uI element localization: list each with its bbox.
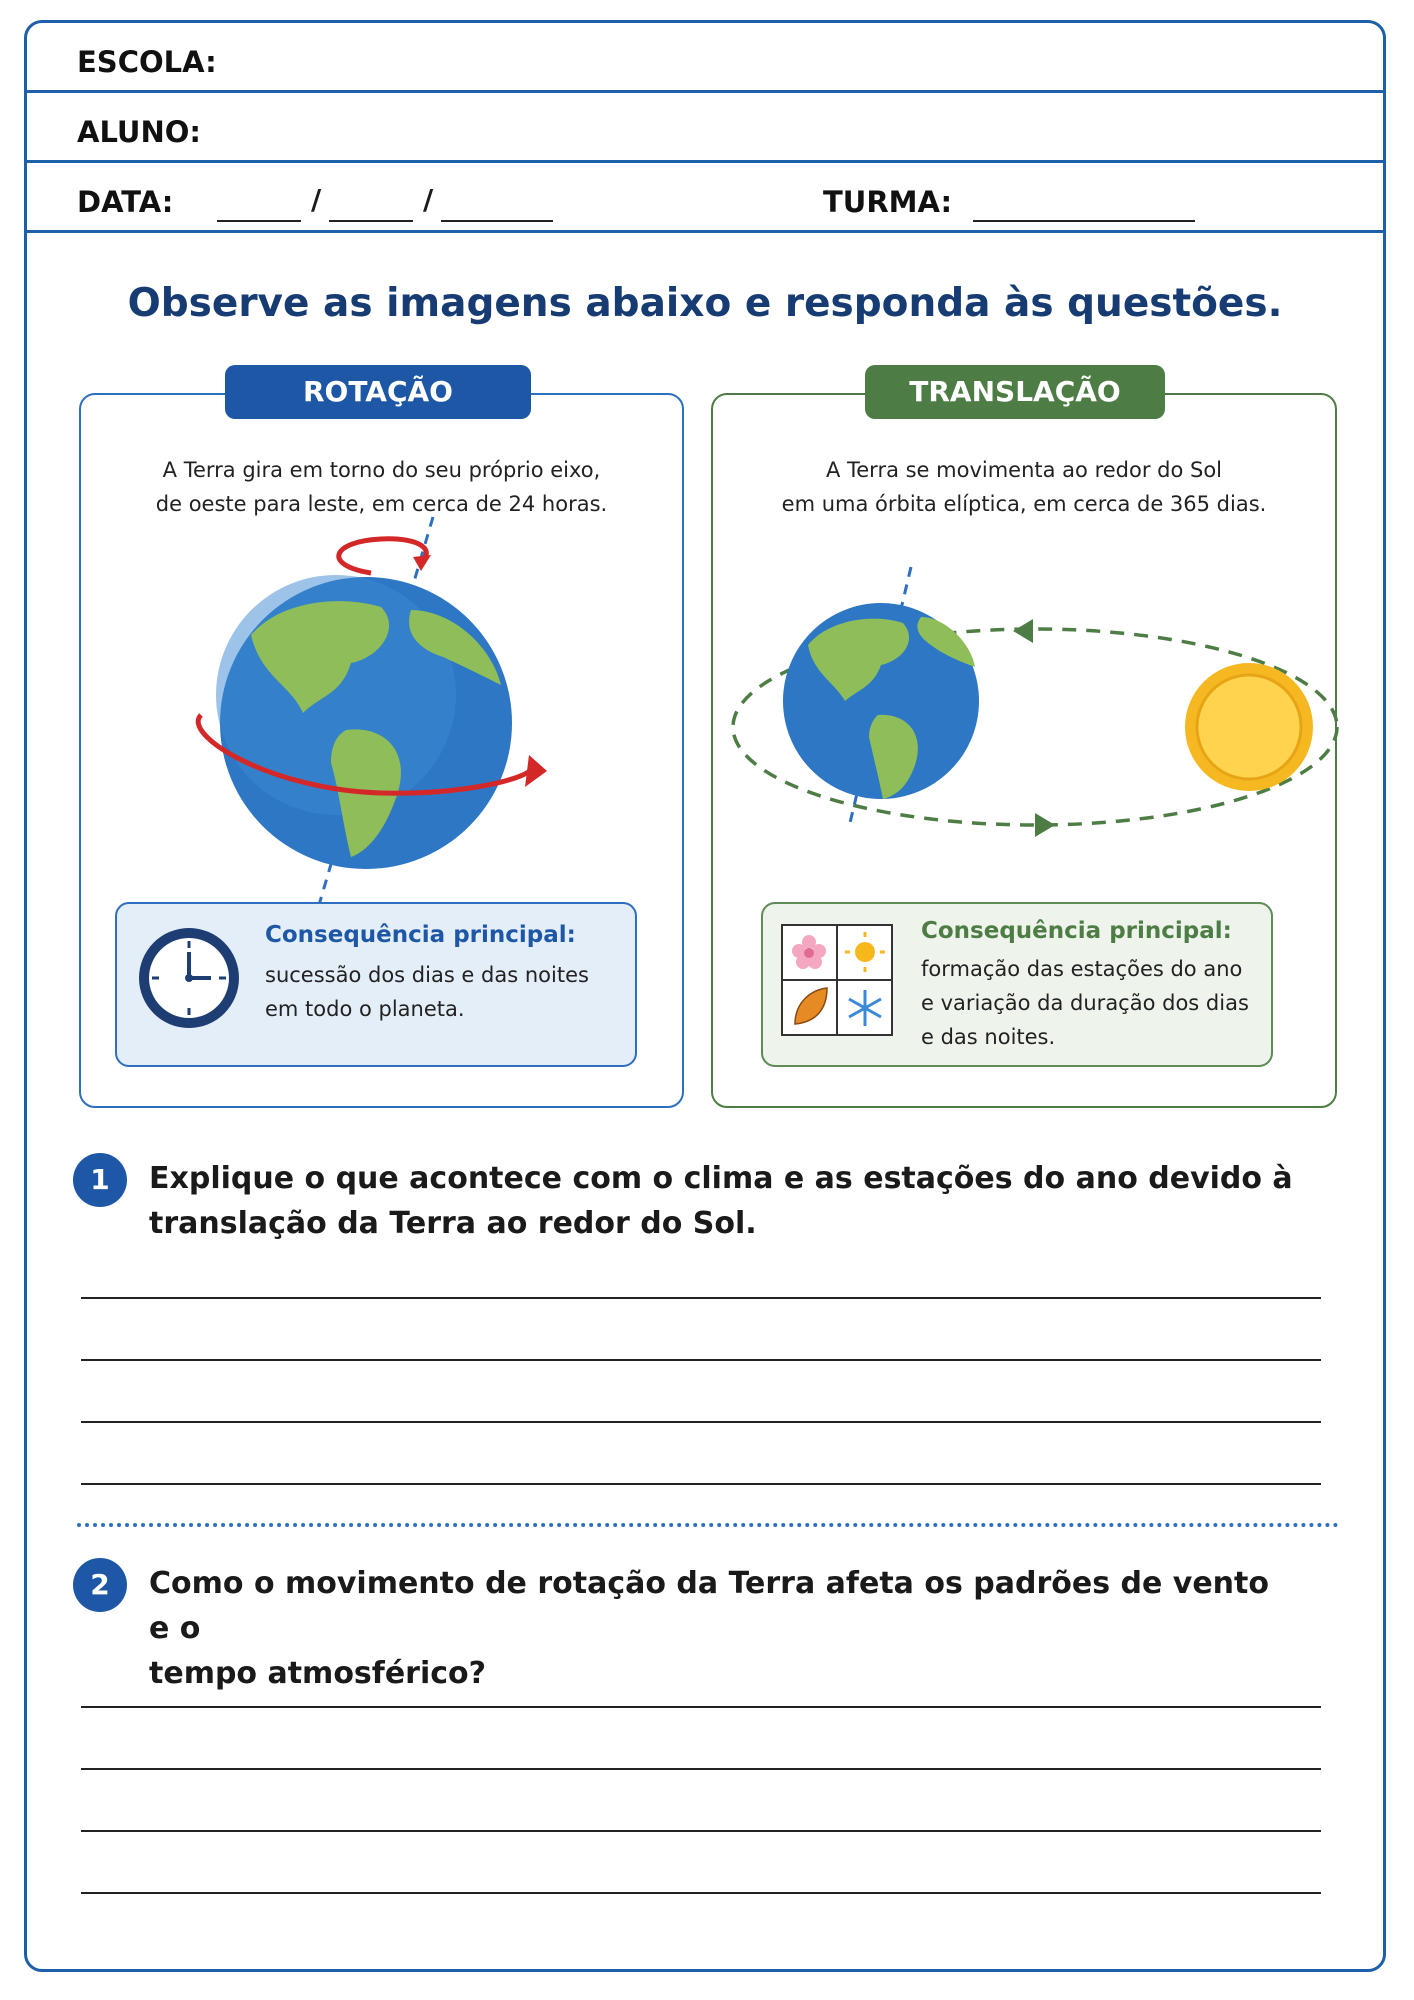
answer-line[interactable] [81,1892,1321,1894]
school-label: ESCOLA: [77,45,217,79]
question-1-text [149,1156,1299,1246]
rotating-earth-illustration [81,395,686,895]
date-separator: / [311,183,322,216]
orbit-illustration [713,395,1339,895]
page-title: Observe as imagens abaixo e responda às questões. [127,281,1283,326]
answer-line[interactable] [81,1706,1321,1708]
question-2-line: tempo atmosférico? [149,1656,487,1691]
translation-desc-line: A Terra se movimenta ao redor do Sol [825,458,1223,482]
answer-line[interactable] [81,1421,1321,1423]
date-label: DATA: [77,185,174,219]
top-arrow-head [413,555,431,571]
translation-consequence-box [761,902,1273,1067]
rotation-desc-line: de oeste para leste, em cerca de 24 horas. [155,492,608,516]
rotation-consequence-line: em todo o planeta. [265,997,465,1021]
class-label: TURMA: [823,185,953,219]
year-blank[interactable] [441,220,553,222]
month-blank[interactable] [329,220,413,222]
equator-arrow-head [525,755,547,787]
question-1-number: 1 [73,1153,127,1207]
question-1-line: translação da Terra ao redor do Sol. [149,1206,757,1241]
seasons-icon-grid [781,924,893,1036]
question-2-line: Como o movimento de rotação da Terra afeta os padrões de vento e o [149,1566,1269,1646]
student-label: ALUNO: [77,115,201,149]
translation-consequence-text [921,952,1249,1054]
worksheet [24,20,1386,1972]
question-2-number: 2 [73,1558,127,1612]
translation-consequence-line: e variação da duração dos dias [921,991,1249,1015]
class-blank[interactable] [973,220,1195,222]
rotation-consequence-line: sucessão dos dias e das noites [265,963,589,987]
student-row [27,93,1383,163]
day-blank[interactable] [217,220,301,222]
translation-panel [711,375,1337,1108]
answer-line[interactable] [81,1359,1321,1361]
translation-consequence-line: e das noites. [921,1025,1056,1049]
sun-core [1197,675,1301,779]
question-2-text [149,1561,1299,1696]
section-divider [77,1523,1339,1527]
rotation-desc-line: A Terra gira em torno do seu próprio eixo, [162,458,601,482]
answer-line[interactable] [81,1297,1321,1299]
translation-consequence-title: Consequência principal: [921,918,1232,944]
rotation-badge: ROTAÇÃO [225,365,531,419]
rotation-consequence-title: Consequência principal: [265,922,576,948]
rotation-consequence-text [265,958,589,1026]
date-class-row [27,163,1383,233]
answer-line[interactable] [81,1483,1321,1485]
school-row [27,23,1383,93]
translation-badge: TRANSLAÇÃO [865,365,1165,419]
top-rotation-arrow [339,539,427,573]
question-1-line: Explique o que acontece com o clima e as estações do ano devido à [149,1161,1293,1196]
answer-line[interactable] [81,1768,1321,1770]
orbit-arrow-top [1013,619,1033,643]
translation-desc-line: em uma órbita elíptica, em cerca de 365 dias. [781,492,1267,516]
translation-consequence-line: formação das estações do ano [921,957,1243,981]
orbit-arrow-bottom [1035,813,1055,837]
answer-line[interactable] [81,1830,1321,1832]
rotation-consequence-box [115,902,637,1067]
rotation-panel [79,375,684,1108]
date-separator: / [423,183,434,216]
clock-icon [135,924,243,1032]
